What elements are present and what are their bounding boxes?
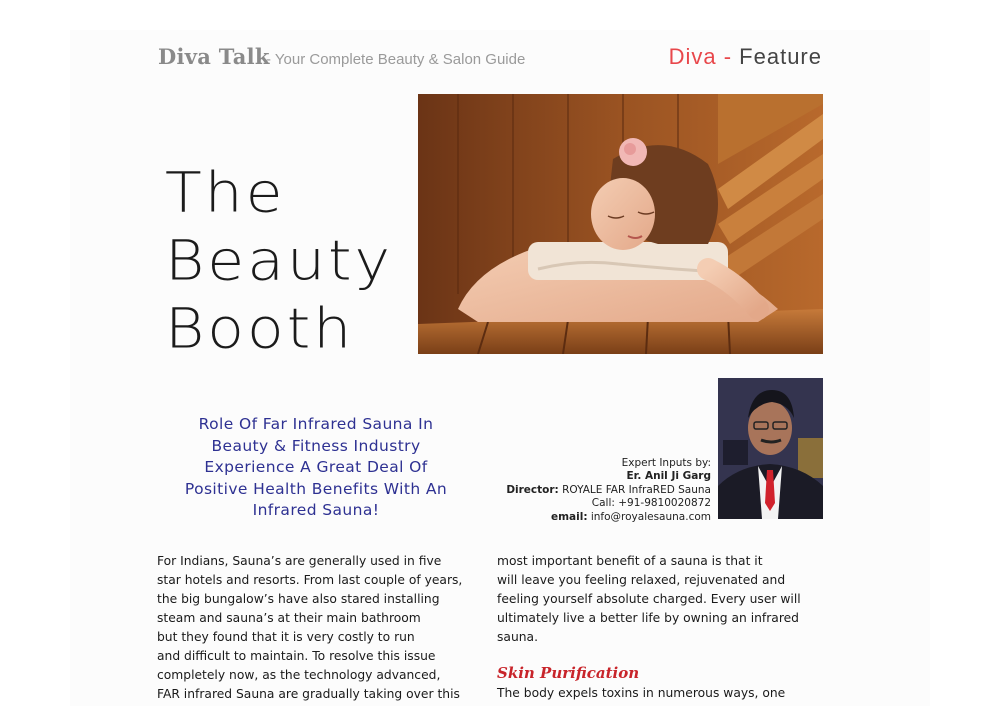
title-line-1: The [165,161,286,226]
section-heading: Skin Purification [497,664,640,682]
expert-portrait [718,378,823,519]
article-subtitle [176,414,456,522]
expert-email [506,511,711,524]
email-label: email: [550,510,588,523]
body-line: completely now, as the technology advanced, [157,668,441,682]
expert-name: Er. Anil Ji Garg [626,470,711,483]
body-line: will leave you feeling relaxed, rejuvenated and [497,573,786,587]
expert-intro: Expert Inputs by: [621,457,711,469]
expert-credit [506,457,711,524]
body-column-1 [157,552,487,704]
body-line: feeling yourself absolute charged. Every user will [497,592,801,606]
title-line-3: Booth [165,297,355,362]
subtitle-line: Beauty & Fitness Industry [211,436,421,455]
email-value: info@royalesauna.com [590,510,711,523]
hero-image [418,94,823,354]
body-line: For Indians, Sauna’s are generally used in five [157,554,442,568]
section-label [669,44,822,70]
article-title [165,162,393,366]
body-line: the big bungalow’s have also stared installing [157,592,440,606]
body-line: The body expels toxins in numerous ways, one [497,686,786,700]
subtitle-line: Infrared Sauna! [252,501,380,519]
portrait-illustration [718,378,823,519]
brand-name: Diva Talk [158,44,270,69]
body-line: star hotels and resorts. From last couple of years, [157,573,463,587]
body-line: FAR infrared Sauna are gradually taking over this [157,687,460,701]
body-line: and difficult to maintain. To resolve this issue [157,649,436,663]
body-line: sauna. [497,630,538,644]
hero-sauna-illustration [418,94,823,354]
body-column-2 [497,552,827,703]
section-label-feature: Feature [739,44,822,69]
body-line: most important benefit of a sauna is that it [497,554,763,568]
subtitle-line: Role Of Far Infrared Sauna In [198,415,434,433]
subtitle-line: Experience A Great Deal Of [204,458,428,476]
expert-director [506,484,711,497]
body-line: ultimately live a better life by owning an infrared [497,611,799,625]
title-line-2: Beauty [165,229,394,294]
expert-phone: Call: +91-9810020872 [591,497,711,510]
section-label-diva: Diva - [668,44,733,69]
tagline: - Your Complete Beauty & Salon Guide [266,51,526,68]
director-value: ROYALE FAR InfraRED Sauna [562,483,711,496]
director-label: Director: [506,483,559,496]
body-line: steam and sauna’s at their main bathroom [157,611,421,625]
subtitle-line: Positive Health Benefits With An [184,479,448,498]
body-line: but they found that it is very costly to run [157,630,415,644]
